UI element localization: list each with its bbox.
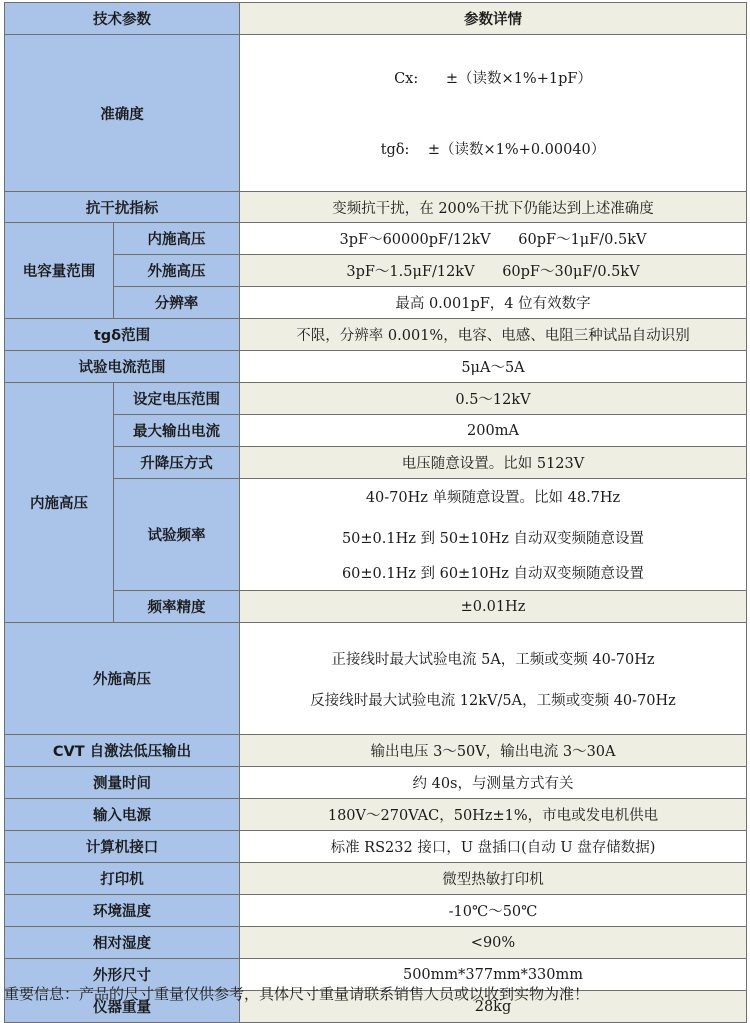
table-row-tgd-range [5,319,747,351]
table-row-ambient-temp [5,895,747,927]
accuracy-cx: Cx: ±（读数×1%+1pF） [394,71,592,87]
frequency-accuracy-value: ±0.01Hz [240,591,747,623]
external-hv-line-2: 反接线时最大试验电流 12kV/5A，工频或变频 40-70Hz [310,692,676,709]
header-detail-label: 参数详情 [240,3,747,35]
measure-time-value: 约 40s，与测量方式有关 [240,767,747,799]
resolution-value: 最高 0.001pF，4 位有效数字 [240,287,747,319]
tgd-range-value: 不限，分辨率 0.001%，电容、电感、电阻三种试品自动识别 [240,319,747,351]
accuracy-label: 准确度 [5,35,240,192]
capacitance-internal-value: 3pF～60000pF/12kV 60pF～1μF/0.5kV [240,223,747,255]
table-row-frequency-accuracy [5,591,747,623]
weight-value: 28kg [240,991,747,1023]
table-row-capacitance-internal [5,223,747,255]
ambient-temp-value: -10℃～50℃ [240,895,747,927]
table-row-power-input [5,799,747,831]
pc-interface-value: 标准 RS232 接口，U 盘插口(自动 U 盘存储数据) [240,831,747,863]
test-current-value: 5μA～5A [240,351,747,383]
header-param-label: 技术参数 [5,3,240,35]
anti-interference-label: 抗干扰指标 [5,192,240,223]
resolution-label: 分辨率 [114,287,240,319]
power-input-label: 输入电源 [5,799,240,831]
accuracy-tgd: tgδ: ±（读数×1%+0.00040） [380,142,606,158]
table-row-resolution [5,287,747,319]
test-frequency-value [240,479,747,591]
footnote: 重要信息：产品的尺寸重量仅供参考，具体尺寸重量请联系销售人员或以收到实物为准！ [4,985,590,1003]
table-row-max-current [5,415,747,447]
pc-interface-label: 计算机接口 [5,831,240,863]
max-current-label: 最大输出电流 [114,415,240,447]
external-hv-value [240,623,747,735]
capacitance-external-value: 3pF～1.5μF/12kV 60pF～30μF/0.5kV [240,255,747,287]
table-row-humidity [5,927,747,959]
table-row-anti-interference [5,192,747,223]
ramp-mode-label: 升降压方式 [114,447,240,479]
test-frequency-line-1: 40-70Hz 单频随意设置。比如 48.7Hz [365,490,621,506]
voltage-range-label: 设定电压范围 [114,383,240,415]
external-hv-label: 外施高压 [5,623,240,735]
capacitance-label: 电容量范围 [5,223,114,319]
dimensions-label: 外形尺寸 [5,959,240,991]
test-current-label: 试验电流范围 [5,351,240,383]
table-row-test-frequency [5,479,747,591]
ramp-mode-value: 电压随意设置。比如 5123V [240,447,747,479]
table-row-test-current [5,351,747,383]
ambient-temp-label: 环境温度 [5,895,240,927]
header-row [5,3,747,35]
tgd-range-label: tgδ范围 [5,319,240,351]
table-row-external-hv [5,623,747,735]
accuracy-value [240,35,747,192]
table-row-ramp-mode [5,447,747,479]
printer-label: 打印机 [5,863,240,895]
table-row-printer [5,863,747,895]
dimensions-value: 500mm*377mm*330mm [240,959,747,991]
power-input-value: 180V～270VAC，50Hz±1%，市电或发电机供电 [240,799,747,831]
weight-label: 仪器重量 [5,991,240,1023]
measure-time-label: 测量时间 [5,767,240,799]
internal-hv-label: 内施高压 [5,383,114,623]
humidity-label: 相对湿度 [5,927,240,959]
capacitance-external-label: 外施高压 [114,255,240,287]
voltage-range-value: 0.5～12kV [240,383,747,415]
anti-interference-value: 变频抗干扰，在 200%干扰下仍能达到上述准确度 [240,192,747,223]
cvt-label: CVT 自激法低压输出 [5,735,240,767]
spec-table [4,2,747,1023]
frequency-accuracy-label: 频率精度 [114,591,240,623]
table-row-voltage-range [5,383,747,415]
max-current-value: 200mA [240,415,747,447]
test-frequency-line-2: 50±0.1Hz 到 50±10Hz 自动双变频随意设置 [341,531,645,547]
printer-value: 微型热敏打印机 [240,863,747,895]
table-row-measure-time [5,767,747,799]
test-frequency-line-3: 60±0.1Hz 到 60±10Hz 自动双变频随意设置 [341,566,645,582]
external-hv-line-1: 正接线时最大试验电流 5A，工频或变频 40-70Hz [331,651,655,668]
table-row-accuracy [5,35,747,192]
humidity-value: <90% [240,927,747,959]
table-row-pc-interface [5,831,747,863]
test-frequency-label: 试验频率 [114,479,240,591]
table-row-capacitance-external [5,255,747,287]
capacitance-internal-label: 内施高压 [114,223,240,255]
cvt-value: 输出电压 3～50V，输出电流 3～30A [240,735,747,767]
table-row-cvt [5,735,747,767]
